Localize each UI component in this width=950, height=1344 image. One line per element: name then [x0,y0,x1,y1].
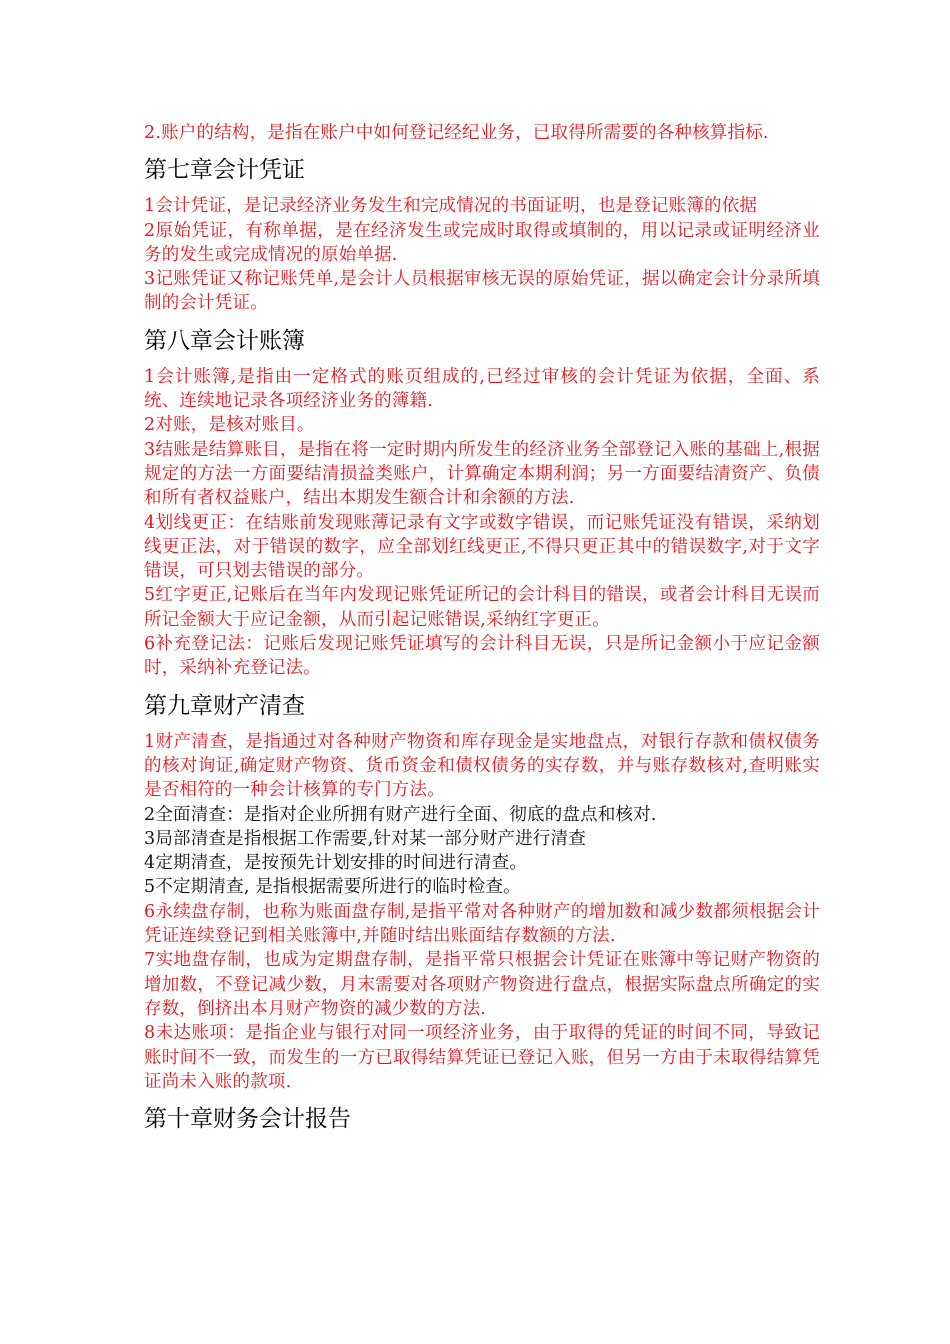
paragraph: 1财产清查，是指通过对各种财产物资和库存现金是实地盘点，对银行存款和债权债务的核对询证,确定财产物资、货币资金和债权债务的实存数，并与账存数核对,查明账实是否相符的一种会计核算的专门方法。 [144,731,820,801]
paragraph: 2.账户的结构，是指在账户中如何登记经纪业务，已取得所需要的各种核算指标. [144,123,769,143]
section-ch7 [144,155,820,315]
paragraph: 3局部清查是指根据工作需要,针对某一部分财产进行清查 [144,828,586,849]
paragraph: 2全面清查：是指对企业所拥有财产进行全面、彻底的盘点和核对. [144,804,657,825]
chapter-heading: 第八章会计账簿 [144,327,305,354]
paragraph: 5红字更正,记账后在当年内发现记账凭证所记的会计科目的错误，或者会计科目无误而所记金额大于应记金额，从而引起记账错误,采纳红字更正。 [144,585,820,630]
chapter-heading: 第九章财产清查 [144,692,305,719]
paragraph: 6永续盘存制，也称为账面盘存制,是指平常对各种财产的增加数和减少数都须根据会计凭证连续登记到相关账簿中,并随时结出账面结存数额的方法. [144,901,820,947]
paragraph: 3结账是结算账目，是指在将一定时期内所发生的经济业务全部登记入账的基础上,根据规定的方法一方面要结清损益类账户，计算确定本期利润；另一方面要结清资产、负债和所有者权益账户，结出本期发生额合计和余额的方法. [144,439,820,509]
paragraph: 5不定期清查, 是指根据需要所进行的临时检查。 [144,877,521,898]
section-ch8 [144,326,820,681]
paragraph: 7实地盘存制，也成为定期盘存制，是指平常只根据会计凭证在账簿中等记财产物资的增加数，不登记减少数，月末需要对各项财产物资进行盘点，根据实际盘点所确定的实存数，倒挤出本月财产物资的减少数的方法. [144,950,820,1019]
paragraph: 2对账，是核对账目。 [144,415,315,436]
chapter-heading: 第七章会计凭证 [144,157,305,184]
section-ch10 [144,1104,820,1134]
section-ch6-tail [144,121,820,145]
paragraph: 8未达账项：是指企业与银行对同一项经济业务，由于取得的凭证的时间不同，导致记账时间不一致，而发生的一方已取得结算凭证已登记入账，但另一方由于未取得结算凭证尚未入账的款项. [144,1023,820,1092]
paragraph: 4划线更正：在结账前发现账薄记录有文字或数字错误，而记账凭证没有错误，采纳划线更正法，对于错误的数字，应全部划红线更正,不得只更正其中的错误数字,对于文字错误，可只划去错误的部分。 [144,512,820,582]
paragraph: 4定期清查，是按预先计划安排的时间进行清查。 [144,853,528,874]
paragraph: 1会计凭证，是记录经济业务发生和完成情况的书面证明，也是登记账簿的依据 [144,196,758,217]
section-ch9 [144,691,820,1094]
paragraph: 1会计账簿,是指由一定格式的账页组成的,已经过审核的会计凭证为依据，全面、系统、连续地记录各项经济业务的簿籍. [144,366,820,412]
paragraph: 3记账凭证又称记账凭单,是会计人员根据审核无误的原始凭证，据以确定会计分录所填制的会计凭证。 [144,269,820,314]
chapter-heading: 第十章财务会计报告 [144,1106,351,1133]
paragraph: 6补充登记法：记账后发现记账凭证填写的会计科目无误，只是所记金额小于应记金额时，采纳补充登记法。 [144,634,820,679]
paragraph: 2原始凭证，有称单据，是在经济发生或完成时取得或填制的，用以记录或证明经济业务的发生或完成情况的原始单据. [144,220,820,265]
